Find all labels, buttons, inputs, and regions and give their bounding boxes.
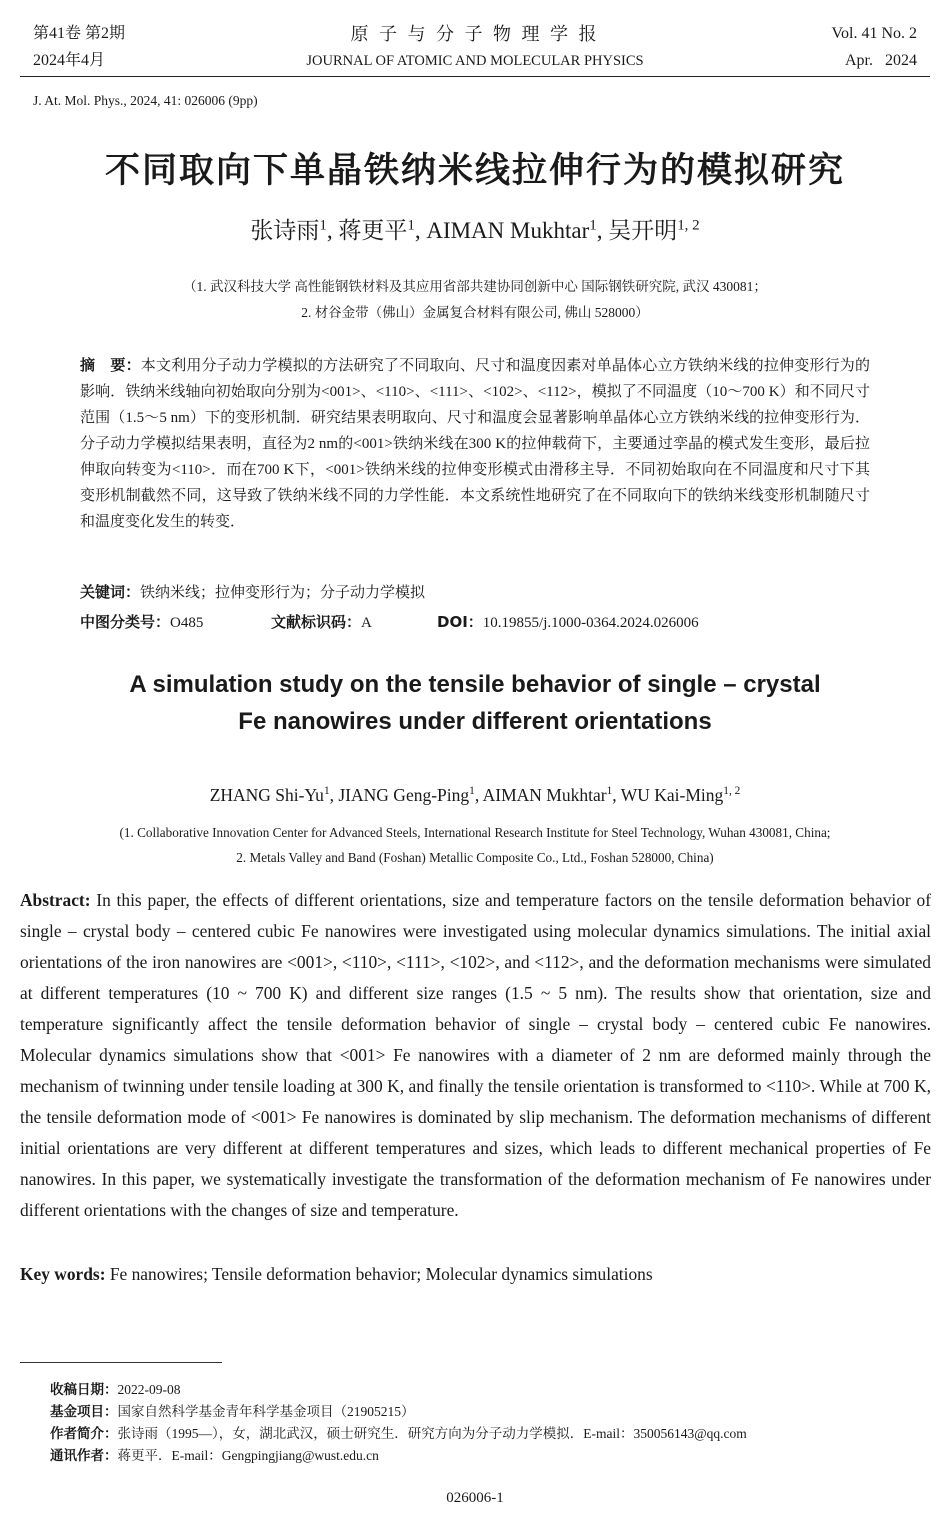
cn-affiliation-2: 2. 材谷金带（佛山）金属复合材料有限公司, 佛山 528000） xyxy=(301,305,649,320)
cn-keywords: 关键词：铁纳米线；拉伸变形行为；分子动力学模拟 xyxy=(80,583,426,601)
header-rule xyxy=(20,76,930,77)
en-abstract xyxy=(20,885,931,1226)
en-affiliation-2: 2. Metals Valley and Band (Foshan) Metallic Composite Co., Ltd., Foshan 528000, China) xyxy=(236,850,714,865)
en-author-1: ZHANG Shi-Yu$^1$ xyxy=(209,785,330,805)
cn-class-number: 中图分类号：O485 xyxy=(80,613,204,631)
cn-affiliation-1: （1. 武汉科技大学 高性能钢铁材料及其应用省部共建协同创新中心 国际钢铁研究院, 武汉 430081； xyxy=(183,279,767,294)
cn-author-4: 吴开明$^{1, 2}$ xyxy=(608,217,700,243)
en-keywords: Key words: Fe nanowires; Tensile deformation behavior; Molecular dynamics simulations xyxy=(20,1264,653,1284)
header-date-en: Apr. 2024 xyxy=(845,52,917,69)
en-authors: ZHANG Shi-Yu$^1$, JIANG Geng-Ping$^1$, AIMAN Mukhtar$^1$, WU Kai-Ming$^{1, 2}$ xyxy=(209,785,741,805)
footnote-author-bio: 作者简介：张诗雨（1995—），女，湖北武汉，硕士研究生．研究方向为分子动力学模拟．E-mail：350056143@qq.com xyxy=(50,1426,747,1442)
cn-author-3: AIMAN Mukhtar$^1$ xyxy=(426,217,597,243)
en-title-line-1: A simulation study on the tensile behavior of single – crystal xyxy=(129,671,821,698)
cn-abstract xyxy=(80,352,870,535)
cn-author-2: 蒋更平$^1$ xyxy=(338,217,415,243)
header-volume-en: Vol. 41 No. 2 xyxy=(831,25,917,42)
page-number: 026006-1 xyxy=(446,1490,504,1506)
en-author-4: WU Kai-Ming$^{1, 2}$ xyxy=(620,785,741,805)
en-author-2: JIANG Geng-Ping$^1$ xyxy=(338,785,475,805)
cn-abstract-text: 本文利用分子动力学模拟的方法研究了不同取向、尺寸和温度因素对单晶体心立方铁纳米线的拉伸变形行为的影响．铁纳米线轴向初始取向分别为<001>、<110>、<111>、<102>、<112>，模拟了不同温度（10～700 K）和不同尺寸范围（1.5～5 nm）下的变形机制．研究结果表明取向、尺寸和温度会显著影响单晶体心立方铁纳米线的拉伸变形行为．分子动力学模拟结果表明，直径为2 nm的<001>铁纳米线在300 K的拉伸载荷下，主要通过孪晶的模式发生变形，最后拉伸取向转变为<110>．而在700 K下，<001>铁纳米线的拉伸变形模式由滑移主导．不同初始取向在不同温度和尺寸下其变形机制截然不同，这导致了铁纳米线不同的力学性能．本文系统性地研究了在不同取向下的铁纳米线变形机制随尺寸和温度变化发生的转变． xyxy=(80,358,870,530)
footnote-received: 收稿日期：2022-09-08 xyxy=(50,1382,181,1398)
header-date-cn: 2024年4月 xyxy=(33,52,106,69)
en-abstract-text: In this paper, the effects of different orientations, size and temperature factors on the tensile deformation behavior of single – crystal body – centered cubic Fe nanowires were investigated using molecular dynamics simulations. The initial axial orientations of the iron nanowires are <001>, <110>, <111>, <102>, and <112>, and the deformation mechanisms were simulated at different temperatures (10 ~ 700 K) and different size ranges (1.5 ~ 5 nm). The results show that orientation, size and temperature significantly affect the tensile deformation behavior of single – crystal body – centered cubic Fe nanowires. Molecular dynamics simulations show that <001> Fe nanowires with a diameter of 2 nm are deformed mainly through the mechanism of twinning under tensile loading at 300 K, and finally the tensile orientation is transformed to <110>. While at 700 K, the tensile deformation mode of <001> Fe nanowires is dominated by slip mechanism. The deformation mechanisms of different initial orientations are very different at different temperatures and sizes, which leads to different mechanical properties of Fe nanowires. In this paper, we systematically investigate the transformation of the deformation mechanism of Fe nanowires under different orientations with the changes of size and temperature. xyxy=(20,890,931,1220)
en-abstract-label: Abstract: xyxy=(20,890,91,910)
header-journal-en: JOURNAL OF ATOMIC AND MOLECULAR PHYSICS xyxy=(306,53,644,69)
cn-doi: DOI：10.19855/j.1000-0364.2024.026006 xyxy=(437,613,699,631)
footnote-rule xyxy=(20,1362,222,1363)
en-affiliation-1: (1. Collaborative Innovation Center for Advanced Steels, International Research Institute for Steel Technology, Wuhan 430081, China; xyxy=(119,825,831,840)
en-title-line-2: Fe nanowires under different orientations xyxy=(238,708,712,735)
cn-authors: 张诗雨$^1$, 蒋更平$^1$, AIMAN Mukhtar$^1$, 吴开明$^{1, 2}$ xyxy=(250,217,700,243)
citation-line: J. At. Mol. Phys., 2024, 41: 026006 (9pp) xyxy=(33,93,258,108)
footnote-funding: 基金项目：国家自然科学基金青年科学基金项目（21905215） xyxy=(50,1404,415,1420)
cn-abstract-label: 摘 要： xyxy=(80,356,141,374)
cn-doc-code: 文献标识码：A xyxy=(271,613,372,631)
footnote-corresponding: 通讯作者：蒋更平．E-mail：Gengpingjiang@wust.edu.cn xyxy=(50,1448,379,1464)
cn-author-1: 张诗雨$^1$ xyxy=(250,217,327,243)
en-author-3: AIMAN Mukhtar$^1$ xyxy=(482,785,613,805)
header-volume-cn: 第41卷 第2期 xyxy=(33,25,126,42)
header-journal-cn: 原 子 与 分 子 物 理 学 报 xyxy=(350,24,600,44)
cn-title: 不同取向下单晶铁纳米线拉伸行为的模拟研究 xyxy=(104,151,845,191)
